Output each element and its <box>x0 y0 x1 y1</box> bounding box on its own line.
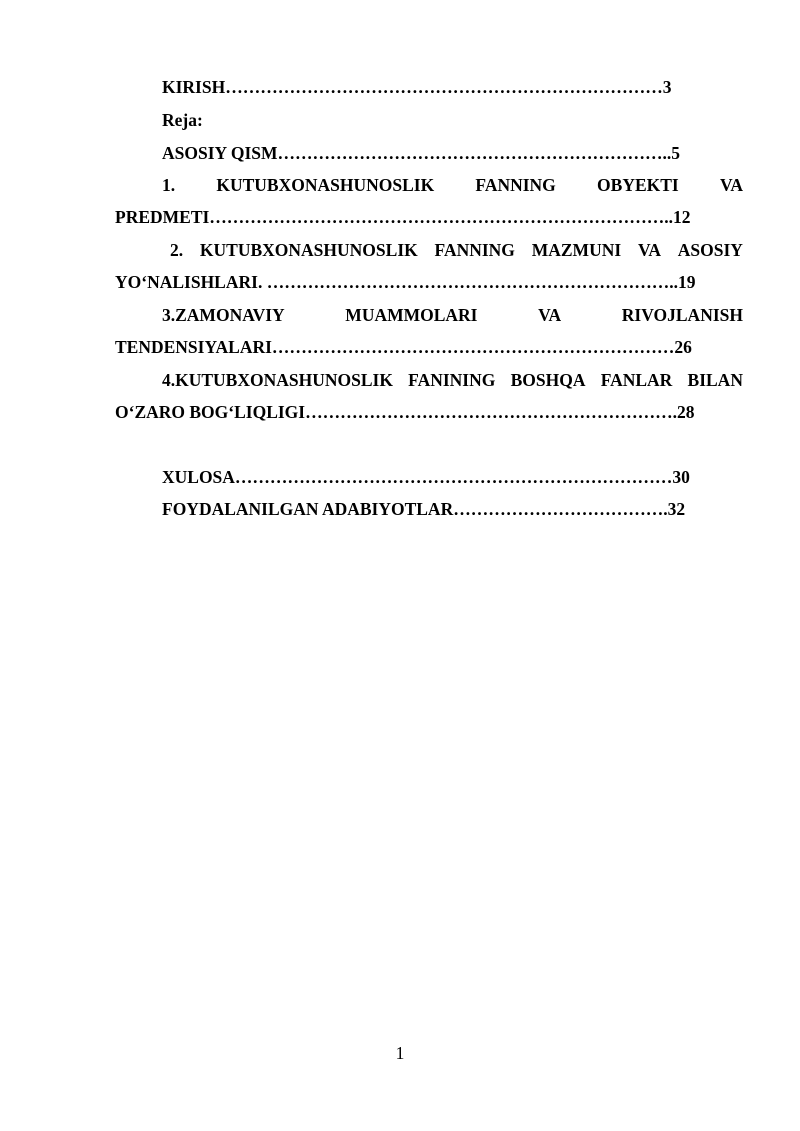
toc-word: VA <box>637 240 661 260</box>
toc-word: OBYEKTI <box>597 175 679 195</box>
toc-entry-xulosa: XULOSA…………………………………………………………………30 <box>162 467 690 487</box>
toc-word: BILAN <box>687 370 743 390</box>
toc-word: FANNING <box>475 175 556 195</box>
toc-entry-1-line-2: PREDMETI……………………………………………………………………..12 <box>115 207 691 227</box>
toc-entry-kirish: KIRISH…………………………………………………………………3 <box>162 77 672 97</box>
toc-entry-2-line-1 <box>170 239 743 261</box>
toc-word: BOSHQA <box>510 370 586 390</box>
toc-word: 4.KUTUBXONASHUNOSLIK <box>162 370 393 390</box>
toc-word: 1. <box>162 175 176 195</box>
toc-entry-foydalanilgan-adabiyotlar: FOYDALANILGAN ADABIYOTLAR……………………………….32 <box>162 499 686 519</box>
toc-word: RIVOJLANISH <box>621 305 743 325</box>
toc-heading-reja: Reja: <box>162 110 203 130</box>
toc-word: VA <box>538 305 562 325</box>
toc-word: ASOSIY <box>677 240 743 260</box>
toc-entry-asosiy-qism: ASOSIY QISM…………………………………………………………..5 <box>162 143 681 163</box>
toc-entry-4-line-2: O‘ZARO BOG‘LIQLIGI……………………………………………………….28 <box>115 402 695 422</box>
toc-word: KUTUBXONASHUNOSLIK <box>216 175 435 195</box>
toc-word: FANLAR <box>600 370 673 390</box>
toc-word: VA <box>719 175 743 195</box>
toc-entry-3-line-1 <box>162 304 743 326</box>
toc-word: FANINING <box>408 370 496 390</box>
toc-word: FANNING <box>434 240 515 260</box>
toc-word: 2. <box>170 240 184 260</box>
toc-entry-1-line-1 <box>162 174 743 196</box>
toc-entry-3-line-2: TENDENSIYALARI……………………………………………………………26 <box>115 337 692 357</box>
toc-word: MAZMUNI <box>531 240 622 260</box>
page-number: 1 <box>395 1043 405 1063</box>
toc-entry-2-line-2: YO‘NALISHLARI. ……………………………………………………………..19 <box>115 272 696 292</box>
toc-word: KUTUBXONASHUNOSLIK <box>199 240 418 260</box>
toc-word: 3.ZAMONAVIY <box>162 305 285 325</box>
toc-word: MUAMMOLARI <box>345 305 478 325</box>
toc-entry-4-line-1 <box>162 369 743 391</box>
